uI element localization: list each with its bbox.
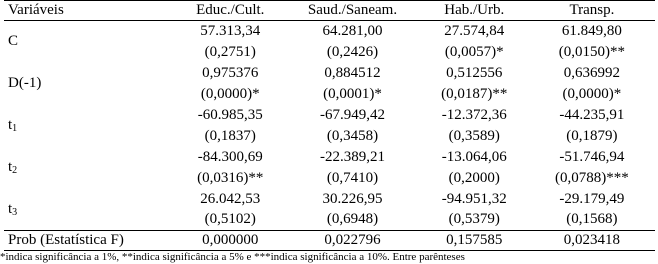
variable-name: C xyxy=(8,33,19,50)
pvalue-cell: (0,0000)* xyxy=(200,85,260,102)
pvalue-cell: (0,2751) xyxy=(204,43,256,60)
prob-f-cell: 0,022796 xyxy=(285,231,419,251)
pvalue-cell: (0,7410) xyxy=(326,169,379,186)
coefficient-cell: -13.064,06 xyxy=(441,148,507,165)
coefficient-cell: -84.300,69 xyxy=(197,148,263,165)
pvalue-cell: (0,3458) xyxy=(326,127,379,144)
variable-name: $t_3$ xyxy=(8,200,18,218)
header-transp: Transp. xyxy=(529,1,655,21)
header-educ-cult: Educ./Cult. xyxy=(175,1,285,21)
table-footnote: *indica significância a 1%, **indica significância a 5% e ***indica significância a 10%. Entre parênteses xyxy=(0,251,465,263)
table-row xyxy=(4,21,655,42)
coefficient-cell: 57.313,34 xyxy=(200,22,261,39)
coefficient-cell: -29.179,49 xyxy=(559,190,625,207)
coefficient-cell: 61.849,80 xyxy=(561,22,622,39)
pvalue-cell: (0,1837) xyxy=(204,127,256,144)
pvalue-cell: (0,0788)*** xyxy=(555,169,629,186)
prob-f-cell: 0,157585 xyxy=(420,231,529,251)
coefficient-cell: 27.574,84 xyxy=(444,22,505,39)
variable-name: $t_1$ xyxy=(8,117,18,134)
prob-f-label: Prob (Estatística F) xyxy=(4,231,175,251)
prob-f-cell: 0,000000 xyxy=(175,231,285,251)
pvalue-cell: (0,0001)* xyxy=(323,85,382,102)
coefficient-cell: 0,975376 xyxy=(202,64,259,81)
coefficient-cell: -22.389,21 xyxy=(320,148,385,165)
pvalue-cell: (0,6948) xyxy=(326,211,379,228)
pvalue-cell: (0,2000) xyxy=(448,169,500,186)
pvalue-cell: (0,3589) xyxy=(448,127,500,144)
header-saud-saneam: Saud./Saneam. xyxy=(285,1,419,21)
table-row xyxy=(4,63,655,84)
pvalue-cell: (0,0187)** xyxy=(441,85,508,102)
pvalue-cell: (0,0150)** xyxy=(558,43,626,60)
pvalue-cell: (0,1879) xyxy=(566,127,618,144)
coefficient-cell: -60.985,35 xyxy=(197,106,263,123)
variable-name: D(-1) xyxy=(8,75,42,91)
pvalue-cell: (0,5379) xyxy=(448,211,500,228)
coefficient-cell: 30.226,95 xyxy=(322,190,383,207)
table-row xyxy=(4,105,655,126)
prob-f-row xyxy=(4,231,655,251)
coefficient-cell: -12.372,36 xyxy=(441,106,507,123)
regression-table xyxy=(4,0,655,251)
table-row xyxy=(4,189,655,210)
pvalue-cell: (0,5102) xyxy=(204,211,256,228)
coefficient-cell: -67.949,42 xyxy=(320,106,385,123)
coefficient-cell: 26.042,53 xyxy=(200,190,261,207)
pvalue-cell: (0,0000)* xyxy=(562,85,622,102)
coefficient-cell: -44.235,91 xyxy=(559,106,625,123)
pvalue-cell: (0,0057)* xyxy=(444,43,504,60)
header-variaveis: Variáveis xyxy=(4,1,175,21)
coefficient-cell: 64.281,00 xyxy=(322,22,383,39)
table-row xyxy=(4,147,655,168)
pvalue-cell: (0,1568) xyxy=(566,211,618,228)
table-header-row xyxy=(4,1,655,21)
coefficient-cell: -94.951,32 xyxy=(441,190,507,207)
coefficient-cell: 0,636992 xyxy=(563,64,621,81)
coefficient-cell: 0,884512 xyxy=(324,64,381,81)
pvalue-cell: (0,2426) xyxy=(326,43,379,60)
coefficient-cell: -51.746,94 xyxy=(559,148,625,165)
header-hab-urb: Hab./Urb. xyxy=(420,1,529,21)
variable-name: $t_2$ xyxy=(8,159,18,176)
pvalue-cell: (0,0316)** xyxy=(197,169,264,186)
coefficient-cell: 0,512556 xyxy=(446,64,503,81)
prob-f-cell: 0,023418 xyxy=(529,231,655,251)
